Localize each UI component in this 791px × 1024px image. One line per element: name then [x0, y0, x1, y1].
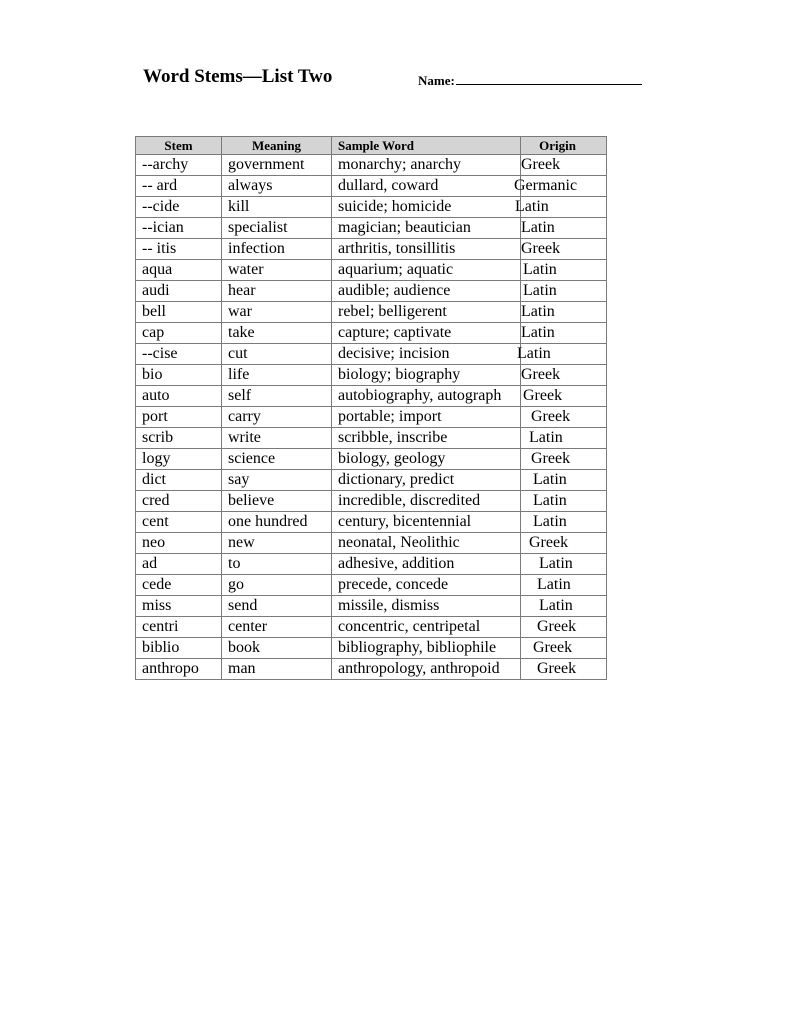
meaning-cell: say — [222, 470, 332, 491]
meaning-cell: cut — [222, 344, 332, 365]
origin-cell: Greek — [521, 365, 607, 386]
stem-cell: dict — [136, 470, 222, 491]
meaning-cell: one hundred — [222, 512, 332, 533]
sample-word-cell: anthropology, anthropoid — [332, 659, 521, 680]
sample-word-cell: biology; biography — [332, 365, 521, 386]
sample-word-cell: century, bicentennial — [332, 512, 521, 533]
table-row — [136, 239, 607, 260]
stem-cell: auto — [136, 386, 222, 407]
table-row — [136, 365, 607, 386]
table-row — [136, 386, 607, 407]
table-row — [136, 596, 607, 617]
meaning-cell: hear — [222, 281, 332, 302]
stem-cell: port — [136, 407, 222, 428]
sample-word-cell: capture; captivate — [332, 323, 521, 344]
origin-cell: Latin — [521, 344, 607, 365]
table-row — [136, 176, 607, 197]
sample-word-cell: rebel; belligerent — [332, 302, 521, 323]
sample-word-cell: audible; audience — [332, 281, 521, 302]
stem-cell: anthropo — [136, 659, 222, 680]
stem-cell: bio — [136, 365, 222, 386]
table-row — [136, 659, 607, 680]
meaning-cell: specialist — [222, 218, 332, 239]
name-blank-line — [456, 71, 642, 85]
stem-cell: audi — [136, 281, 222, 302]
sample-word-cell: suicide; homicide — [332, 197, 521, 218]
stem-cell: bell — [136, 302, 222, 323]
table-row — [136, 281, 607, 302]
origin-cell: Greek — [521, 449, 607, 470]
stem-cell: --archy — [136, 155, 222, 176]
meaning-cell: always — [222, 176, 332, 197]
meaning-cell: self — [222, 386, 332, 407]
sample-word-cell: decisive; incision — [332, 344, 521, 365]
table-row — [136, 155, 607, 176]
origin-cell: Greek — [521, 617, 607, 638]
stem-cell: --cise — [136, 344, 222, 365]
sample-word-cell: autobiography, autograph — [332, 386, 521, 407]
meaning-cell: water — [222, 260, 332, 281]
stem-cell: neo — [136, 533, 222, 554]
sample-word-cell: magician; beautician — [332, 218, 521, 239]
origin-cell: Latin — [521, 428, 607, 449]
table-row — [136, 554, 607, 575]
origin-cell: Latin — [521, 575, 607, 596]
table-row — [136, 407, 607, 428]
meaning-cell: kill — [222, 197, 332, 218]
meaning-cell: center — [222, 617, 332, 638]
table-row — [136, 470, 607, 491]
sample-word-cell: missile, dismiss — [332, 596, 521, 617]
sample-word-cell: dictionary, predict — [332, 470, 521, 491]
meaning-cell: carry — [222, 407, 332, 428]
sample-word-cell: concentric, centripetal — [332, 617, 521, 638]
origin-cell: Latin — [521, 197, 607, 218]
sample-word-cell: scribble, inscribe — [332, 428, 521, 449]
stem-cell: --cide — [136, 197, 222, 218]
table-row — [136, 218, 607, 239]
stem-cell: logy — [136, 449, 222, 470]
meaning-cell: life — [222, 365, 332, 386]
sample-word-cell: monarchy; anarchy — [332, 155, 521, 176]
stem-cell: -- ard — [136, 176, 222, 197]
stem-cell: miss — [136, 596, 222, 617]
origin-cell: Greek — [521, 533, 607, 554]
table-row — [136, 323, 607, 344]
sample-word-cell: bibliography, bibliophile — [332, 638, 521, 659]
origin-cell: Greek — [521, 239, 607, 260]
meaning-cell: science — [222, 449, 332, 470]
origin-cell: Latin — [521, 218, 607, 239]
sample-word-cell: portable; import — [332, 407, 521, 428]
origin-cell: Greek — [521, 155, 607, 176]
table-header-row — [136, 137, 607, 155]
origin-cell: Latin — [521, 281, 607, 302]
stem-cell: -- itis — [136, 239, 222, 260]
table-row — [136, 617, 607, 638]
table-row — [136, 575, 607, 596]
origin-cell: Latin — [521, 302, 607, 323]
stem-cell: cap — [136, 323, 222, 344]
table-row — [136, 260, 607, 281]
origin-cell: Latin — [521, 323, 607, 344]
origin-cell: Greek — [521, 659, 607, 680]
stem-cell: biblio — [136, 638, 222, 659]
meaning-cell: infection — [222, 239, 332, 260]
origin-cell: Germanic — [521, 176, 607, 197]
table-row — [136, 302, 607, 323]
column-header-sample-word: Sample Word — [332, 137, 521, 155]
table-row — [136, 512, 607, 533]
origin-cell: Latin — [521, 554, 607, 575]
sample-word-cell: incredible, discredited — [332, 491, 521, 512]
meaning-cell: to — [222, 554, 332, 575]
sample-word-cell: aquarium; aquatic — [332, 260, 521, 281]
table-row — [136, 344, 607, 365]
meaning-cell: send — [222, 596, 332, 617]
origin-cell: Latin — [521, 260, 607, 281]
table-row — [136, 428, 607, 449]
stem-cell: cede — [136, 575, 222, 596]
meaning-cell: take — [222, 323, 332, 344]
word-stems-table — [135, 136, 607, 680]
origin-cell: Greek — [521, 386, 607, 407]
meaning-cell: new — [222, 533, 332, 554]
stem-cell: centri — [136, 617, 222, 638]
stem-cell: --ician — [136, 218, 222, 239]
sample-word-cell: biology, geology — [332, 449, 521, 470]
column-header-meaning: Meaning — [222, 137, 332, 155]
column-header-origin: Origin — [521, 137, 607, 155]
origin-cell: Latin — [521, 470, 607, 491]
meaning-cell: war — [222, 302, 332, 323]
sample-word-cell: precede, concede — [332, 575, 521, 596]
sample-word-cell: arthritis, tonsillitis — [332, 239, 521, 260]
origin-cell: Latin — [521, 596, 607, 617]
table-body — [136, 155, 607, 680]
table-row — [136, 197, 607, 218]
name-label: Name: — [418, 73, 455, 88]
meaning-cell: book — [222, 638, 332, 659]
table-row — [136, 491, 607, 512]
sample-word-cell: neonatal, Neolithic — [332, 533, 521, 554]
origin-cell: Latin — [521, 512, 607, 533]
meaning-cell: write — [222, 428, 332, 449]
meaning-cell: go — [222, 575, 332, 596]
meaning-cell: believe — [222, 491, 332, 512]
stem-cell: cred — [136, 491, 222, 512]
table-row — [136, 533, 607, 554]
table-row — [136, 449, 607, 470]
stem-cell: scrib — [136, 428, 222, 449]
sample-word-cell: dullard, coward — [332, 176, 521, 197]
stem-cell: ad — [136, 554, 222, 575]
meaning-cell: government — [222, 155, 332, 176]
name-field — [418, 71, 642, 89]
origin-cell: Greek — [521, 407, 607, 428]
stem-cell: cent — [136, 512, 222, 533]
column-header-stem: Stem — [136, 137, 222, 155]
page-title: Word Stems—List Two — [143, 66, 333, 87]
meaning-cell: man — [222, 659, 332, 680]
sample-word-cell: adhesive, addition — [332, 554, 521, 575]
origin-cell: Greek — [521, 638, 607, 659]
table-row — [136, 638, 607, 659]
stem-cell: aqua — [136, 260, 222, 281]
origin-cell: Latin — [521, 491, 607, 512]
